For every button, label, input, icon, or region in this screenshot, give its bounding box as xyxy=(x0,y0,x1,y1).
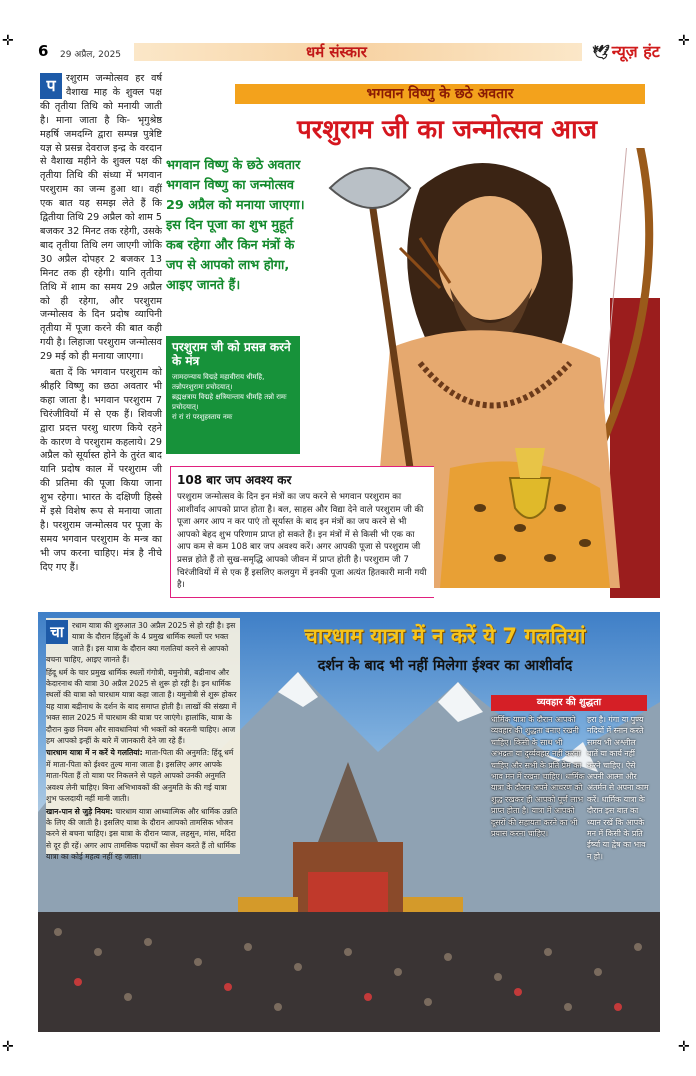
article-kicker: भगवान विष्णु के छठे अवतार xyxy=(366,86,514,102)
mantra-line: जामदग्न्याय विद्महे महावीराय धीमहि, xyxy=(172,373,265,381)
box-text: धार्मिक यात्रा के दौरान आपको व्यवहार की शुद्धता बनाए रखनी चाहिए। किसी के साथ भी अभद्रता या दुर्व्यवहार नहीं करना चाहिए और सभी के प्रति प्रेम का भाव मन में रखना चाहिए। धार्मिक यात्रा के दौरान अपने आचरण को शुद्ध रखकर ही आपको पूर्ण लाभ प्राप्त होता है। यात्रा में आपको दूसरों की सहायता करने का भी प्रयास करना चाहिए। xyxy=(491,715,585,839)
feature-headline: चारधाम यात्रा में न करें ये 7 गलतियां xyxy=(304,624,586,648)
box-column xyxy=(491,714,589,839)
box-text: हरा है। गंगा या पुण्य नदियों में स्नान करते समय भी अश्लील बातें या कार्य नहीं करने चाहिए। ऐसे अपनी आत्मा और अंतर्मन से अपना काम करें। धार्मिक यात्रा के दौरान इस बात का ध्यान रखें कि आपके मन में किसी के प्रति ईर्ष्या या द्वेष का भाव न हो। xyxy=(587,715,649,861)
mantra-title: परशुराम जी को प्रसन्न करने के मंत्र xyxy=(172,340,291,368)
feature-left-text xyxy=(46,620,238,864)
bird-logo-icon: 🕊 xyxy=(592,45,610,61)
crop-mark-icon: ✛ xyxy=(2,33,14,49)
paragraph: रशुराम जन्मोत्सव हर वर्ष वैशाख माह के शुक्ल पक्ष की तृतीया तिथि को मनायी जाती है। माना जाता है कि- भृगुश्रेष्ठ महर्षि जमदग्नि द्वारा सम्पन्न पुत्रेष्टि यज्ञ से प्रसन्न देवराज इन्द्र के वरदान से वैशाख महीने के शुक्ल पक्ष की तृतीया तिथि की संध्या में भगवान परशुराम का जन्म हुआ था। वहीं एक बात यह समझ लेते हैं कि द्वितीया तिथि 29 अप्रैल को शाम 5 बजकर 32 मिनट तक रहेगी, उसके बाद तृतीया तिथि लग जाएगी जोकि 30 अप्रैल दोपहर 2 बजकर 13 मिनट तक ही रहेगी। यानि तृतीया तिथि में शाम का समय 29 अप्रैल को ही रहेगा, और परशुराम जन्मोत्सव के दिन प्रदोष व्यापिनी तृतीया में पूजा करने की बात कही गयी है। लिहाजा परशुराम जन्मोत्सव 29 मई को ही मनाया जाएगा। xyxy=(40,73,162,363)
japa-box xyxy=(170,466,434,598)
box-title: व्यवहार की शुद्धता xyxy=(491,695,647,711)
left-column-article xyxy=(40,72,162,604)
rule-label: चारधाम यात्रा में न करें ये गलतियां: xyxy=(46,748,143,758)
page-header xyxy=(36,40,660,66)
paragraph xyxy=(46,806,238,863)
japa-text: परशुराम जन्मोत्सव के दिन इन मंत्रों का जप करने से भगवान परशुराम का आशीर्वाद आपको प्राप्त होता है। बल, साहस और विद्या देने वाले परशुराम जी की पूजा अगर आप न कर पाएं तो सूर्यास्त के बाद इन मंत्रों का जप करने से भी आपको बेहद शुभ परिणाम प्राप्त हो सकते हैं। इन मंत्रों में से किसी भी एक का आप कम से कम 108 बार जप अवश्य करें। अगर आपकी पूजा से परशुराम जी प्रसन्न होते हैं तो सुख-समृद्धि आपको जीवन में प्राप्त होती है। परशुराम जी 7 चिरंजीवियों में से एक हैं इसलिए कलयुग में इनकी पूजा अत्यंत हितकारी मानी गयी है। xyxy=(177,492,427,591)
rule-label: खान-पान से जुड़े नियम: xyxy=(46,806,113,816)
crop-mark-icon: ✛ xyxy=(2,1039,14,1055)
japa-title: 108 बार जप अवश्य कर xyxy=(177,473,292,487)
brand-logo xyxy=(592,40,660,64)
page-number: 6 xyxy=(38,42,49,60)
paragraph xyxy=(46,747,238,804)
paragraph: रधाम यात्रा की शुरुआत 30 अप्रैल 2025 से हो रही है। इस यात्रा के दौरान हिंदुओं के 4 प्रमुख धार्मिक स्थलों पर भक्त जाते हैं। इस यात्रा के दौरान क्या गलतियां करने से आपको बचना चाहिए, आइए जानते हैं। xyxy=(46,621,236,665)
publication-date: 29 अप्रैल, 2025 xyxy=(60,50,122,60)
paragraph: हिंदू धर्म के चार प्रमुख धार्मिक स्थलों गंगोत्री, यमुनोत्री, बद्रीनाथ और केदारनाथ की यात्रा 30 अप्रैल 2025 से शुरू हो रही है। इन धार्मिक स्थलों की यात्रा को चारधाम यात्रा कहा जाता है। यमुनोत्री से शुरू होकर यह यात्रा बद्रीनाथ के दर्शन के बाद समाप्त होती है। लाखों की संख्या में भक्त साल 2025 में चारधाम की यात्रा पर जाएंगे। हालांकि, यात्रा के दौरान कुछ नियम और सावधानियां भी भक्तों को बरतनी चाहिए। आज हम आपको इन्हीं के बारे में जानकारी देने जा रहे हैं। xyxy=(46,667,237,746)
feature-subheadline: दर्शन के बाद भी नहीं मिलेगा ईश्वर का आशीर्वाद xyxy=(317,658,573,674)
mantra-line: तन्नोपरशुरामः प्रचोदयात्। xyxy=(172,383,233,391)
brand-name: न्यूज़ हंट xyxy=(611,42,660,61)
rule-text: माता-पिता की अनुमति: हिंदू धर्म में माता-पिता को ईश्वर तुल्य माना जाता है। इसलिए अगर आपके माता-पिता हैं तो यात्रा पर निकलने से पहले आपको उनकी अनुमति अवश्य लेनी चाहिए। बिना अभिभावकों की अनुमति के की गई यात्रा शुभ फलदायी नहीं मानी जाती। xyxy=(46,748,234,804)
kicker-band xyxy=(235,84,645,104)
crop-mark-icon: ✛ xyxy=(678,33,690,49)
dropcap: प xyxy=(40,73,62,99)
mantra-line: ब्रह्मक्षत्राय विद्महे क्षत्रियान्ताय धीमहि तन्नो रामः प्रचोदयात्। xyxy=(172,393,287,411)
article-headline: परशुराम जी का जन्मोत्सव आज xyxy=(296,115,598,145)
mantra-line: रां रां रां परशुहस्ताय नमः xyxy=(172,413,233,421)
rule-text: चारधाम यात्रा आध्यात्मिक और धार्मिक उन्नति के लिए की जाती है। इसलिए यात्रा के दौरान आपको तामसिक भोजन करने से बचना चाहिए। इस यात्रा के दौरान प्याज, लहसुन, मांस, मदिरा से दूर ही रहें। अगर आप तामसिक पदार्थों का सेवन करते हैं तो धार्मिक यात्रा का कोई महत्व नहीं रह जाता। xyxy=(46,806,238,862)
crop-mark-icon: ✛ xyxy=(678,1039,690,1055)
paragraph: बता दें कि भगवान परशुराम को श्रीहरि विष्णु का छठा अवतार भी कहा जाता है। भगवान परशुराम 7 चिरंजीवियों में से एक हैं। शिवजी द्वारा प्रदत्त परशु धारण किये रहने के कारण वे परशुराम कहलाये। 29 अप्रैल को सूर्यास्त होने के तुरंत बाद यानि प्रदोष काल में परशुराम जी की प्रतिमा की पूजा किया जाना शुभ रहेगा। भारत के दक्षिणी हिस्से में इसे विशेष रूप से मनाया जाता है। परशुराम जन्मोत्सव पर पूजा के समय भगवान परशुराम के मन्त्र का भी जप करना चाहिए। मंत्र है नीचे दिए गए हैं। xyxy=(40,367,162,573)
article-intro: भगवान विष्णु के छठे अवतार भगवान विष्णु का जन्मोत्सव 29 अप्रैल को मनाया जाएगा। इस दिन पूजा का शुभ मुहूर्त कब रहेगा और किन मंत्रों के जप से आपको लाभ होगा, आइए जानते हैं। xyxy=(166,158,305,293)
dropcap: चा xyxy=(46,620,68,644)
mantra-box xyxy=(166,336,300,454)
section-title: धर्म संस्कार xyxy=(306,43,367,61)
